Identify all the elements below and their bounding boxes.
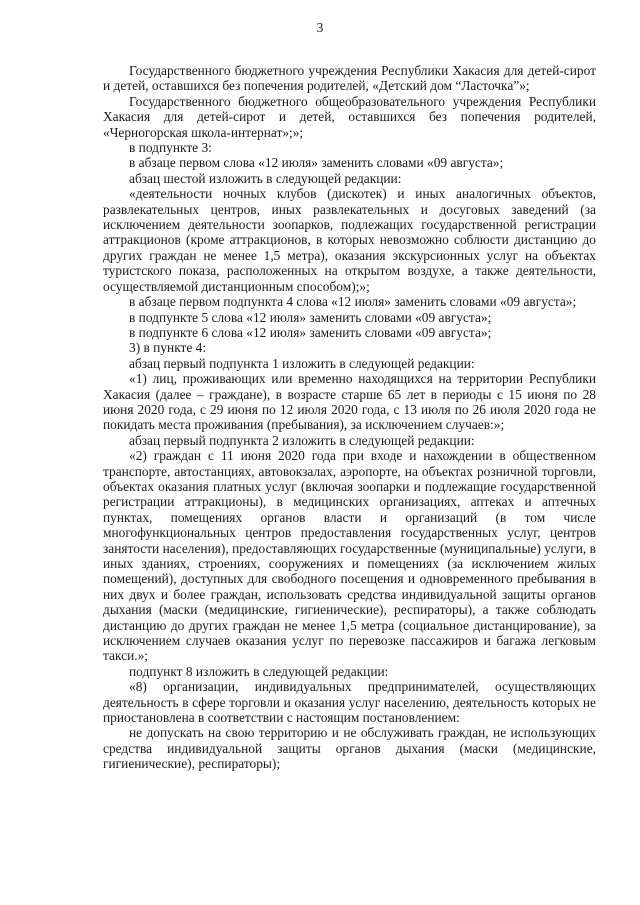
paragraph-10: 3) в пункте 4: <box>129 340 207 356</box>
paragraph-13: абзац первый подпункта 2 изложить в следующей редакции: <box>129 432 475 448</box>
paragraph-1: Государственного бюджетного учреждения Республики Хакасия для детей-сирот и детей, оставшихся без попечения родителей, «Детский дом “Ласточка”»; <box>103 63 596 94</box>
paragraph-2: Государственного бюджетного общеобразовательного учреждения Республики Хакасия для детей-сирот и детей, оставшихся без попечения родителей, «Черногорская школа-интернат»;»; <box>103 93 596 140</box>
page-number: 3 <box>316 20 324 35</box>
paragraph-12: «1) лиц, проживающих или временно находящихся на территории Республики Хакасия (далее – граждане), в возрасте старше 65 лет в периоды с 15 июня по 28 июня 2020 года, с 29 июня по 12 июля 2020 года, с 13 июля по 26 июля 2020 года не покидать места проживания (пребывания), за исключением случаев:»; <box>103 371 596 433</box>
paragraph-5: абзац шестой изложить в следующей редакции: <box>129 170 402 186</box>
paragraph-9: в подпункте 6 слова «12 июля» заменить словами «09 августа»; <box>129 324 492 340</box>
document-body <box>103 63 596 772</box>
paragraph-8: в подпункте 5 слова «12 июля» заменить словами «09 августа»; <box>129 309 492 325</box>
paragraph-15: подпункт 8 изложить в следующей редакции: <box>129 663 389 679</box>
paragraph-7: в абзаце первом подпункта 4 слова «12 июля» заменить словами «09 августа»; <box>129 294 577 310</box>
paragraph-11: абзац первый подпункта 1 изложить в следующей редакции: <box>129 355 475 371</box>
paragraph-6: «деятельности ночных клубов (дискотек) и иных аналогичных объектов, развлекательных центров, иных развлекательных и досуговых заведений (за исключением деятельности зоопарков, подлежащих государственной регистрации аттракционов (кроме аттракционов, в которых невозможно соблюсти дистанцию до других граждан не менее 1,5 метра), оказания экскурсионных услуг на объектах туристского показа, расположенных на открытом воздухе, а также деятельности, осуществляемой дистанционным способом);»; <box>103 186 596 294</box>
paragraph-4: в абзаце первом слова «12 июля» заменить словами «09 августа»; <box>129 155 504 171</box>
paragraph-3: в подпункте 3: <box>129 140 212 156</box>
paragraph-17: не допускать на свою территорию и не обслуживать граждан, не использующих средства индивидуальной защиты органов дыхания (маски (медицинские, гигиенические), респираторы); <box>103 725 596 772</box>
paragraph-14: «2) граждан с 11 июня 2020 года при входе и нахождении в общественном транспорте, автостанциях, автовокзалах, аэропорте, на объектах розничной торговли, объектах оказания платных услуг (включая зоопарки и подлежащие государственной регистрации аттракционы), в медицинских организациях, аптеках и аптечных пунктах, помещениях органов власти и организаций (в том числе многофункциональных центров предоставления государственных услуг, центров занятости населения), предоставляющих государственные (муниципальные) услуги, в иных зданиях, строениях, сооружениях и помещениях (за исключением жилых помещений), доступных для свободного посещения и одновременного пребывания в них двух и более граждан, использовать средства индивидуальной защиты органов дыхания (маски (медицинские, гигиенические), респираторы), а также соблюдать дистанцию до других граждан не менее 1,5 метра (социальное дистанцирование), за исключением случаев оказания услуг по перевозке пассажиров и багажа легковым такси.»; <box>103 448 596 664</box>
paragraph-16: «8) организации, индивидуальных предпринимателей, осуществляющих деятельность в сфере торговли и оказания услуг населению, деятельность которых не приостановлена в соответствии с настоящим постановлением: <box>103 679 596 726</box>
